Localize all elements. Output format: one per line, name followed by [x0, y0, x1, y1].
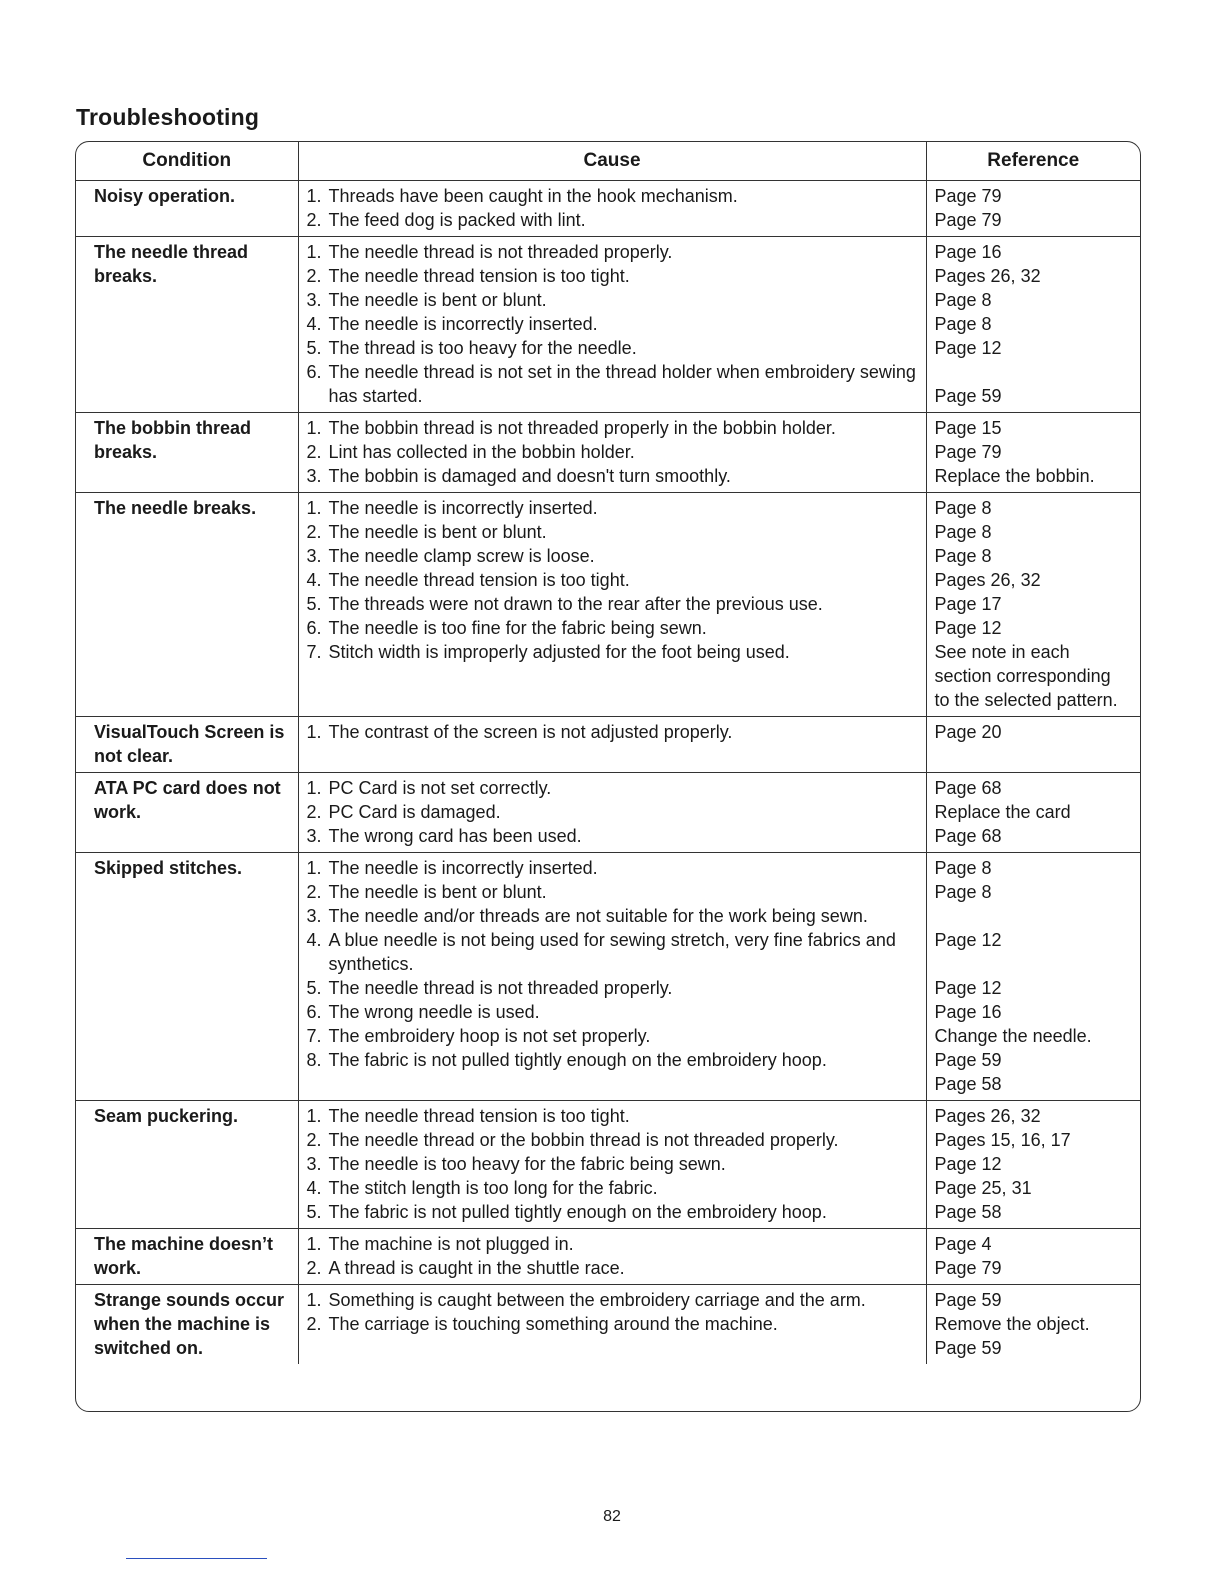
cause-list	[307, 1232, 920, 1280]
cause-number: 6.	[306, 618, 322, 638]
cause-list	[307, 856, 920, 1072]
condition-cell: Skipped stitches.	[76, 853, 298, 1101]
cause-text: The needle thread tension is too tight.	[328, 266, 630, 286]
cause-text: The needle and/or threads are not suitable for the work being sewn.	[328, 906, 868, 926]
reference-cell	[926, 181, 1140, 237]
cause-item	[307, 184, 920, 208]
cause-list	[307, 1288, 920, 1336]
cause-item	[307, 440, 920, 464]
cause-text: The stitch length is too long for the fabric.	[328, 1178, 658, 1198]
condition-cell: The needle thread breaks.	[76, 237, 298, 413]
cause-number: 8.	[306, 1050, 322, 1070]
cause-item	[307, 416, 920, 440]
reference-text: Pages 15, 16, 17	[934, 1130, 1071, 1150]
cause-item	[307, 1288, 920, 1312]
cause-list	[307, 496, 920, 664]
reference-text	[935, 952, 1135, 976]
reference-text: See note in each	[934, 642, 1070, 662]
reference-text	[935, 904, 1135, 928]
cause-number: 4.	[306, 1178, 322, 1198]
reference-text: Page 4	[934, 1234, 992, 1254]
table-header-row	[76, 142, 1140, 181]
cause-item	[307, 288, 920, 312]
page-title: Troubleshooting	[76, 104, 260, 130]
cause-number: 3.	[306, 906, 322, 926]
cause-text: The needle is incorrectly inserted.	[328, 314, 598, 334]
cause-item	[307, 1024, 920, 1048]
cause-number: 5.	[306, 1202, 322, 1222]
cause-number: 2.	[306, 1314, 322, 1334]
cause-number: 7.	[306, 642, 322, 662]
cause-cell	[298, 181, 926, 237]
cause-item	[307, 568, 920, 592]
cause-number: 4.	[306, 570, 322, 590]
cause-cell	[298, 413, 926, 493]
reference-cell	[926, 237, 1140, 413]
cause-number: 2.	[306, 210, 322, 230]
cause-item	[307, 264, 920, 288]
cause-text: The needle is bent or blunt.	[328, 522, 547, 542]
reference-text: Page 59	[934, 1290, 1002, 1310]
reference-text: Page 79	[934, 186, 1002, 206]
cause-text: The bobbin is damaged and doesn't turn smoothly.	[328, 466, 731, 486]
cause-number: 5.	[306, 978, 322, 998]
reference-cell	[926, 853, 1140, 1101]
reference-text: Page 16	[934, 242, 1002, 262]
reference-text: to the selected pattern.	[934, 690, 1118, 710]
cause-list	[307, 776, 920, 848]
cause-cell	[298, 493, 926, 717]
reference-text: Page 8	[934, 314, 992, 334]
cause-text: The fabric is not pulled tightly enough on the embroidery hoop.	[328, 1202, 827, 1222]
cause-item	[307, 1128, 920, 1152]
cause-text: Lint has collected in the bobbin holder.	[328, 442, 635, 462]
cause-text: The needle thread is not set in the thread holder when embroidery sewing has started.	[328, 362, 916, 406]
cause-text: The wrong card has been used.	[328, 826, 582, 846]
table-row	[76, 853, 1140, 1101]
cause-item	[307, 720, 920, 744]
cause-number: 2.	[306, 1130, 322, 1150]
cause-number: 5.	[306, 594, 322, 614]
cause-number: 1.	[306, 1290, 322, 1310]
cause-number: 3.	[306, 1154, 322, 1174]
reference-text: Page 79	[934, 210, 1002, 230]
condition-cell: VisualTouch Screen is not clear.	[76, 717, 298, 773]
cause-text: The needle thread or the bobbin thread is not threaded properly.	[328, 1130, 839, 1150]
cause-text: A thread is caught in the shuttle race.	[328, 1258, 625, 1278]
cause-item	[307, 1048, 920, 1072]
reference-text: Page 8	[934, 546, 992, 566]
cause-text: The contrast of the screen is not adjusted properly.	[328, 722, 733, 742]
condition-cell: Noisy operation.	[94, 186, 236, 206]
reference-text: Page 8	[934, 858, 992, 878]
cause-text: The thread is too heavy for the needle.	[328, 338, 637, 358]
table-row	[76, 413, 1140, 493]
cause-number: 6.	[306, 1002, 322, 1022]
cause-text: PC Card is not set correctly.	[328, 778, 552, 798]
reference-text: Page 16	[934, 1002, 1002, 1022]
reference-cell	[926, 1101, 1140, 1229]
reference-text: Page 58	[934, 1202, 1002, 1222]
reference-text: Page 59	[934, 1050, 1002, 1070]
reference-text: Page 58	[934, 1074, 1002, 1094]
cause-item	[307, 1152, 920, 1176]
cause-number: 6.	[306, 362, 322, 382]
reference-text: Remove the object.	[934, 1314, 1090, 1334]
reference-cell	[926, 1285, 1140, 1365]
cause-cell	[298, 1229, 926, 1285]
cause-text: The embroidery hoop is not set properly.	[328, 1026, 651, 1046]
cause-number: 4.	[306, 930, 322, 950]
reference-text	[935, 360, 1135, 384]
cause-text: The needle is incorrectly inserted.	[328, 858, 598, 878]
reference-text: Pages 26, 32	[934, 1106, 1041, 1126]
reference-text: Page 8	[934, 290, 992, 310]
cause-cell	[298, 1101, 926, 1229]
cause-item	[307, 520, 920, 544]
reference-text: Page 12	[934, 978, 1002, 998]
cause-text: A blue needle is not being used for sewing stretch, very fine fabrics and synthetics.	[328, 930, 896, 974]
cause-cell	[298, 237, 926, 413]
condition-cell: Seam puckering.	[76, 1101, 298, 1229]
cause-text: The needle is incorrectly inserted.	[328, 498, 598, 518]
cause-text: The bobbin thread is not threaded properly in the bobbin holder.	[328, 418, 836, 438]
cause-number: 3.	[306, 466, 322, 486]
cause-number: 2.	[306, 522, 322, 542]
table-row	[76, 773, 1140, 853]
cause-text: The needle is too fine for the fabric being sewn.	[328, 618, 707, 638]
cause-text: The needle is bent or blunt.	[328, 882, 547, 902]
cause-header: Cause	[298, 142, 926, 181]
cause-number: 1.	[306, 418, 322, 438]
page-number: 82	[603, 1508, 621, 1525]
cause-item	[307, 1176, 920, 1200]
reference-cell	[926, 717, 1140, 773]
cause-item	[307, 592, 920, 616]
cause-item	[307, 976, 920, 1000]
troubleshooting-table	[75, 141, 1141, 1412]
cause-item	[307, 1232, 920, 1256]
cause-cell	[298, 853, 926, 1101]
condition-cell: The machine doesn’t work.	[76, 1229, 298, 1285]
condition-cell: The needle breaks.	[76, 493, 298, 717]
cause-text: The carriage is touching something around the machine.	[328, 1314, 778, 1334]
reference-cell	[926, 413, 1140, 493]
table-row	[76, 1285, 1140, 1365]
cause-item	[307, 904, 920, 928]
reference-text: Page 68	[934, 826, 1002, 846]
reference-text: Page 20	[934, 722, 1002, 742]
reference-text: Pages 26, 32	[934, 266, 1041, 286]
cause-text: The needle is too heavy for the fabric being sewn.	[328, 1154, 726, 1174]
cause-text: The threads were not drawn to the rear after the previous use.	[328, 594, 823, 614]
condition-cell: ATA PC card does not work.	[76, 773, 298, 853]
table-row	[76, 237, 1140, 413]
reference-text: Page 59	[934, 1338, 1002, 1358]
cause-text: PC Card is damaged.	[328, 802, 501, 822]
cause-number: 2.	[306, 1258, 322, 1278]
reference-text: Pages 26, 32	[934, 570, 1041, 590]
table-row	[76, 493, 1140, 717]
cause-cell	[298, 1285, 926, 1365]
reference-text: Page 12	[934, 618, 1002, 638]
cause-text: Stitch width is improperly adjusted for the foot being used.	[328, 642, 790, 662]
reference-text: Page 79	[934, 442, 1002, 462]
table-body	[76, 181, 1140, 1365]
cause-text: The fabric is not pulled tightly enough on the embroidery hoop.	[328, 1050, 827, 1070]
cause-number: 1.	[306, 722, 322, 742]
reference-cell	[926, 493, 1140, 717]
cause-item	[307, 544, 920, 568]
cause-list	[307, 720, 920, 744]
condition-cell: Strange sounds occur when the machine is switched on.	[76, 1285, 298, 1365]
reference-text: Page 12	[934, 338, 1002, 358]
cause-number: 1.	[306, 186, 322, 206]
cause-item	[307, 880, 920, 904]
cause-text: The needle thread is not threaded properly.	[328, 242, 673, 262]
reference-text: Page 8	[934, 498, 992, 518]
reference-text: Page 17	[934, 594, 1002, 614]
cause-text: The feed dog is packed with lint.	[328, 210, 586, 230]
cause-item	[307, 776, 920, 800]
reference-cell	[926, 773, 1140, 853]
cause-list	[307, 240, 920, 408]
cause-item	[307, 336, 920, 360]
condition-header: Condition	[76, 142, 298, 181]
cause-number: 1.	[306, 1106, 322, 1126]
cause-number: 4.	[306, 314, 322, 334]
reference-text: Page 25, 31	[934, 1178, 1032, 1198]
cause-number: 2.	[306, 802, 322, 822]
cause-text: The needle thread tension is too tight.	[328, 570, 630, 590]
cause-item	[307, 496, 920, 520]
cause-item	[307, 240, 920, 264]
reference-header: Reference	[926, 142, 1140, 181]
reference-text: Page 8	[934, 522, 992, 542]
cause-cell	[298, 717, 926, 773]
cause-item	[307, 1104, 920, 1128]
table-row	[76, 1101, 1140, 1229]
cause-number: 2.	[306, 882, 322, 902]
cause-item	[307, 1200, 920, 1224]
cause-number: 7.	[306, 1026, 322, 1046]
cause-text: The needle thread is not threaded properly.	[328, 978, 673, 998]
cause-number: 1.	[306, 778, 322, 798]
cause-item	[307, 928, 920, 976]
cause-text: The needle clamp screw is loose.	[328, 546, 595, 566]
cause-item	[307, 1312, 920, 1336]
reference-text: Page 79	[934, 1258, 1002, 1278]
cause-item	[307, 312, 920, 336]
table-row	[76, 717, 1140, 773]
cause-cell	[298, 773, 926, 853]
table-row	[76, 181, 1140, 237]
reference-text: Page 12	[934, 930, 1002, 950]
cause-number: 2.	[306, 266, 322, 286]
cause-text: Threads have been caught in the hook mechanism.	[328, 186, 738, 206]
cause-number: 1.	[306, 1234, 322, 1254]
reference-text: Page 8	[934, 882, 992, 902]
cause-text: The needle thread tension is too tight.	[328, 1106, 630, 1126]
cause-number: 2.	[306, 442, 322, 462]
reference-text: Page 68	[934, 778, 1002, 798]
reference-text: Page 59	[934, 386, 1002, 406]
condition-cell: The bobbin thread breaks.	[76, 413, 298, 493]
cause-text: The machine is not plugged in.	[328, 1234, 574, 1254]
reference-text: section corresponding	[934, 666, 1111, 686]
cause-list	[307, 1104, 920, 1224]
cause-item	[307, 464, 920, 488]
cause-item	[307, 616, 920, 640]
cause-item	[307, 1000, 920, 1024]
cause-number: 1.	[306, 242, 322, 262]
footer-rule	[126, 1558, 267, 1559]
cause-item	[307, 1256, 920, 1280]
reference-cell	[926, 1229, 1140, 1285]
cause-item	[307, 360, 920, 408]
cause-item	[307, 824, 920, 848]
cause-number: 1.	[306, 498, 322, 518]
cause-text: The wrong needle is used.	[328, 1002, 540, 1022]
cause-text: The needle is bent or blunt.	[328, 290, 547, 310]
reference-text: Replace the bobbin.	[934, 466, 1095, 486]
cause-item	[307, 640, 920, 664]
table-row	[76, 1229, 1140, 1285]
cause-number: 3.	[306, 290, 322, 310]
reference-text: Change the needle.	[934, 1026, 1092, 1046]
cause-list	[307, 184, 920, 232]
cause-text: Something is caught between the embroidery carriage and the arm.	[328, 1290, 866, 1310]
cause-item	[307, 208, 920, 232]
cause-number: 1.	[306, 858, 322, 878]
cause-item	[307, 856, 920, 880]
cause-number: 5.	[306, 338, 322, 358]
cause-number: 3.	[306, 826, 322, 846]
reference-text: Replace the card	[934, 802, 1071, 822]
cause-number: 3.	[306, 546, 322, 566]
cause-item	[307, 800, 920, 824]
reference-text: Page 15	[934, 418, 1002, 438]
cause-list	[307, 416, 920, 488]
reference-text: Page 12	[934, 1154, 1002, 1174]
